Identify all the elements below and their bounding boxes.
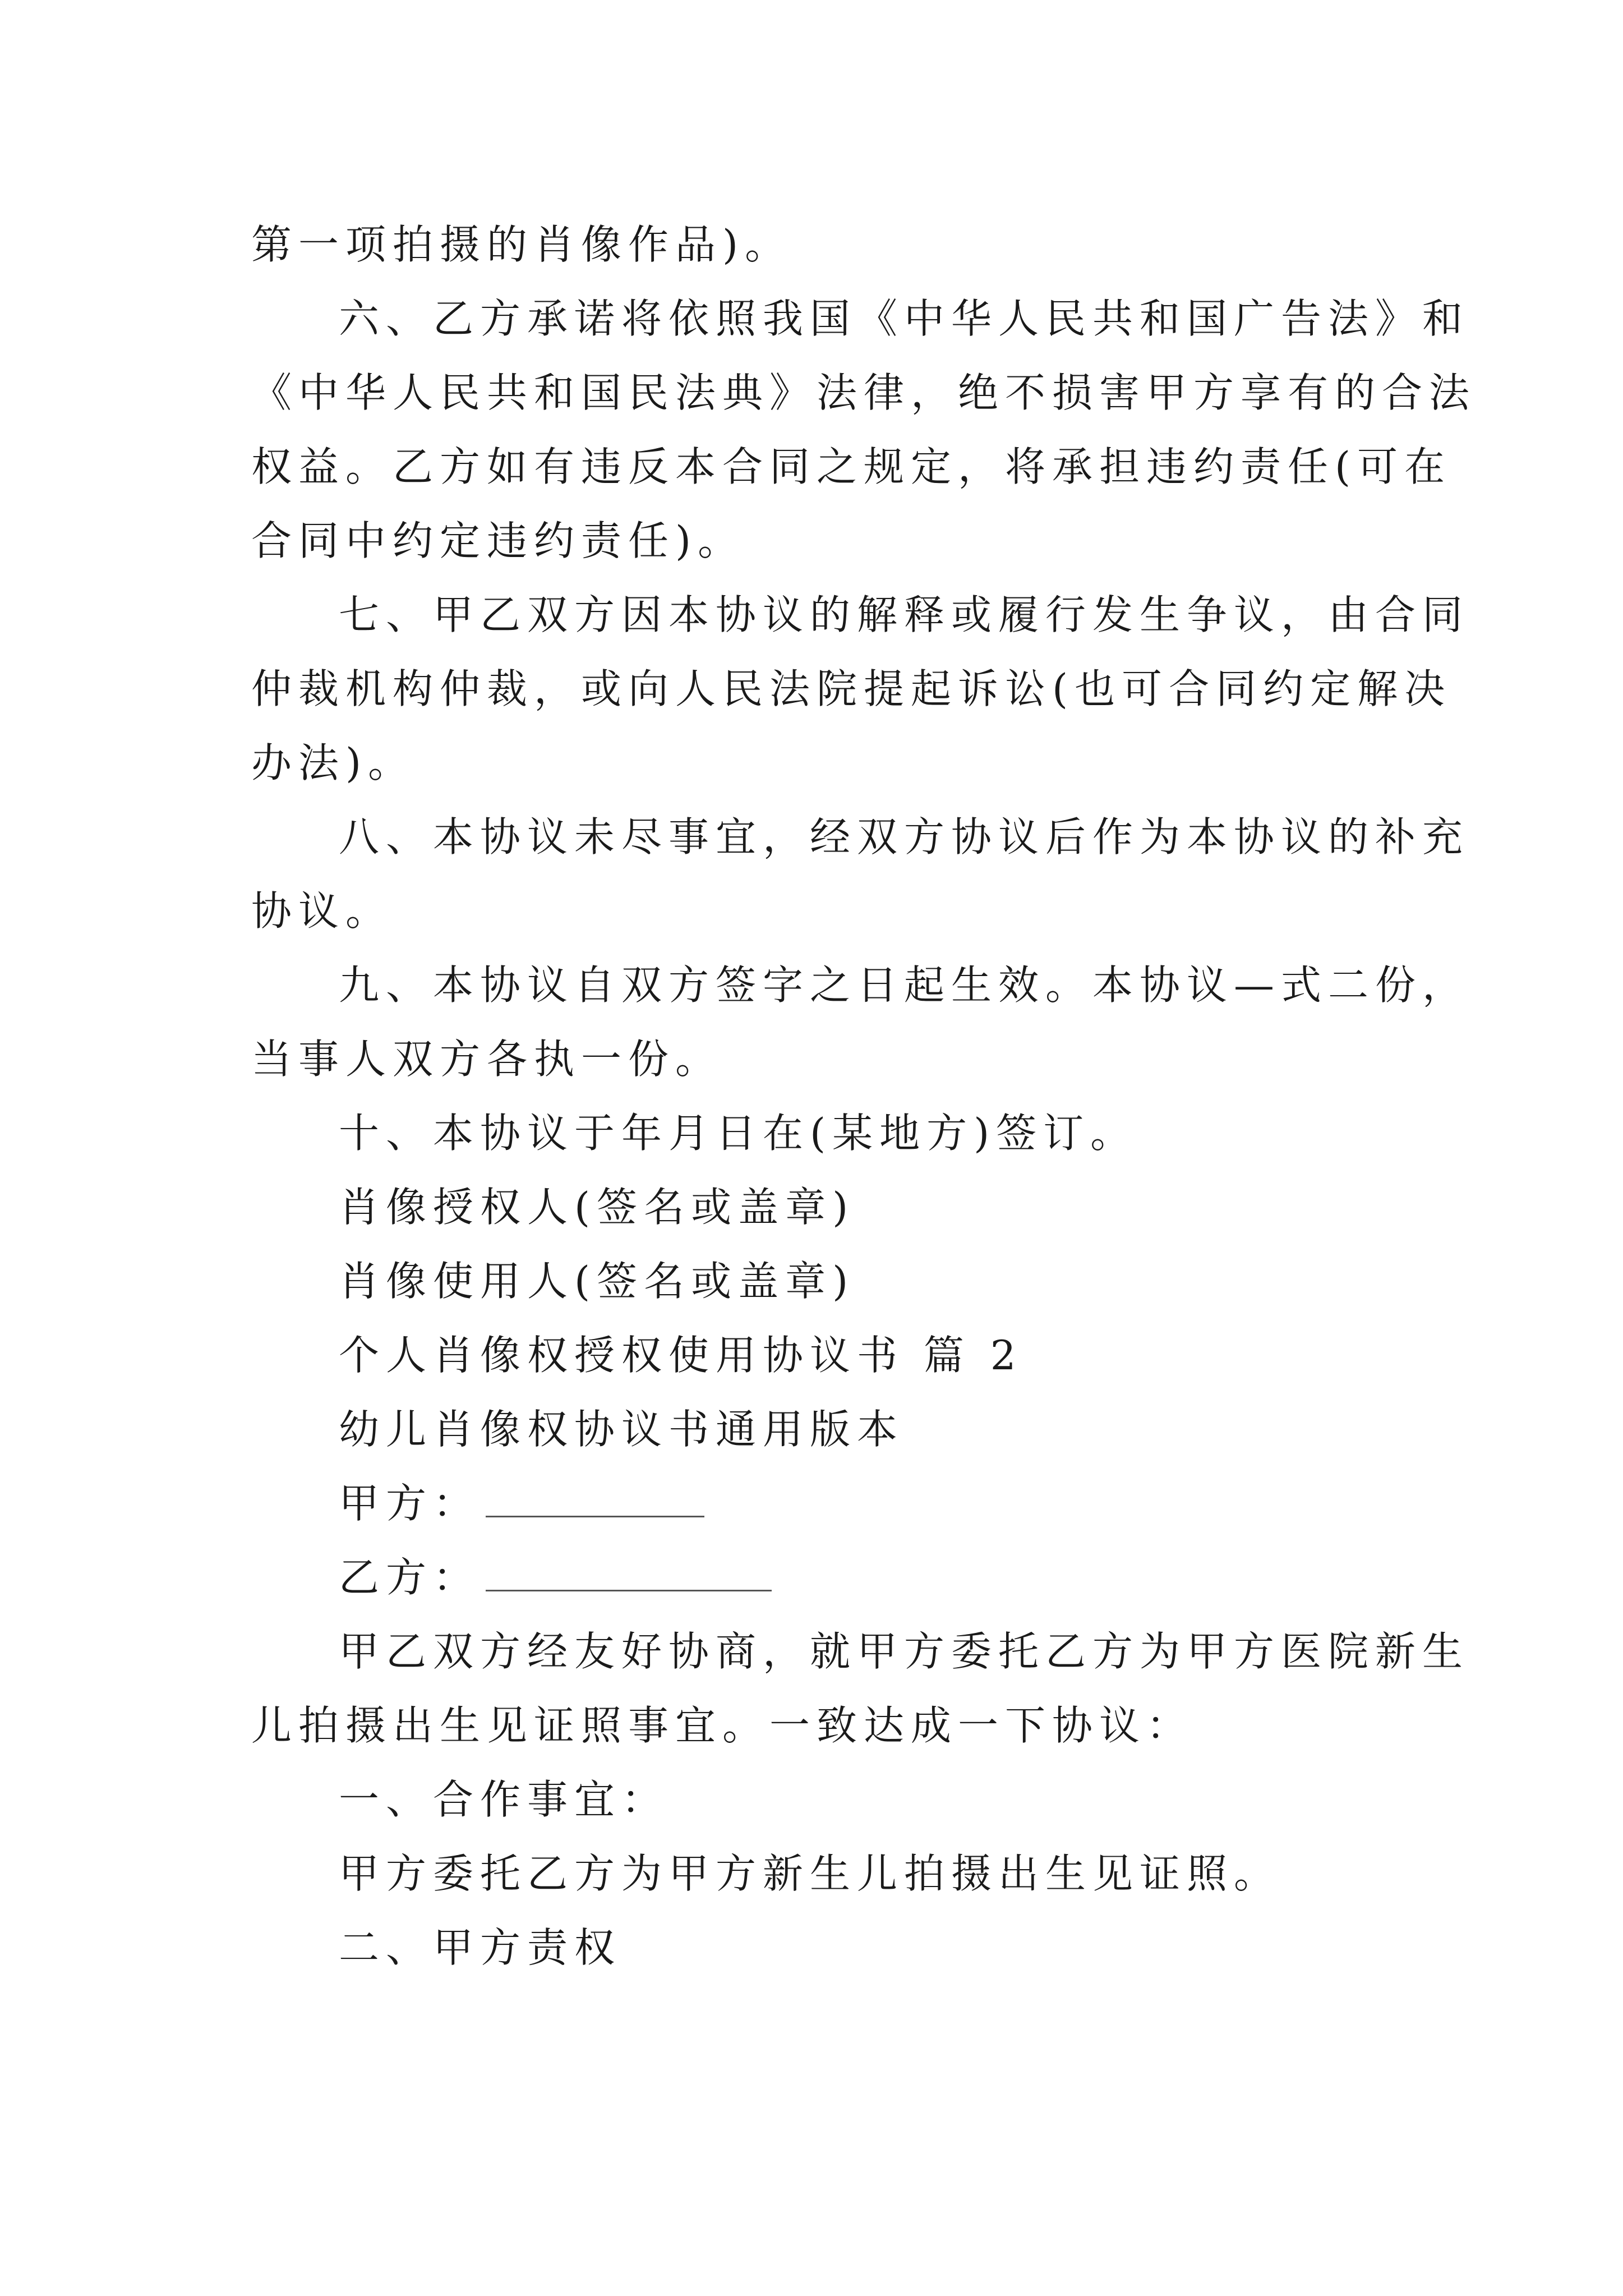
party-a-duties-heading: 二、甲方责权 (339, 1924, 622, 1971)
party-b-row (339, 1550, 772, 1604)
signature-grantor: 肖像授权人(签名或盖章) (339, 1184, 855, 1231)
clause-8-line-1: 八、本协议未尽事宜，经双方协议后作为本协议的补充 (339, 813, 1470, 861)
party-a-label: 甲方： (339, 1480, 481, 1527)
intro-line-1: 甲乙双方经友好协商，就甲方委托乙方为甲方医院新生 (339, 1628, 1470, 1675)
clause-6-line-3: 权益。乙方如有违反本合同之规定，将承担违约责任(可在 (251, 443, 1452, 490)
party-b-blank (486, 1550, 772, 1591)
party-a-blank (486, 1476, 704, 1517)
clause-9-line-1: 九、本协议自双方签字之日起生效。本协议—式二份， (339, 961, 1470, 1009)
cooperation-heading: 一、合作事宜： (339, 1776, 669, 1823)
clause-7-line-2: 仲裁机构仲裁，或向人民法院提起诉讼(也可合同约定解决 (251, 665, 1452, 712)
clause-8-line-2: 协议。 (251, 887, 393, 935)
cooperation-text: 甲方委托乙方为甲方新生儿拍摄出生见证照。 (339, 1850, 1281, 1897)
clause-6-line-4: 合同中约定违约责任)。 (251, 517, 745, 564)
party-b-label: 乙方： (339, 1554, 481, 1601)
text-line-1: 第一项拍摄的肖像作品)。 (251, 221, 792, 268)
clause-6-line-1: 六、乙方承诺将依照我国《中华人民共和国广告法》和 (339, 295, 1470, 342)
clause-6-line-2: 《中华人民共和国民法典》法律，绝不损害甲方享有的合法 (251, 369, 1477, 416)
clause-7-line-1: 七、甲乙双方因本协议的解释或履行发生争议，由合同 (339, 591, 1470, 638)
document-subtitle: 幼儿肖像权协议书通用版本 (339, 1406, 905, 1453)
signature-user: 肖像使用人(签名或盖章) (339, 1258, 855, 1305)
clause-9-line-2: 当事人双方各执一份。 (251, 1036, 723, 1083)
intro-line-2: 儿拍摄出生见证照事宜。一致达成一下协议： (251, 1702, 1194, 1749)
clause-7-line-3: 办法)。 (251, 739, 416, 786)
clause-10: 十、本协议于年月日在(某地方)签订。 (339, 1110, 1138, 1157)
party-a-row (339, 1476, 704, 1530)
section-title: 个人肖像权授权使用协议书 篇 2 (339, 1332, 1023, 1379)
